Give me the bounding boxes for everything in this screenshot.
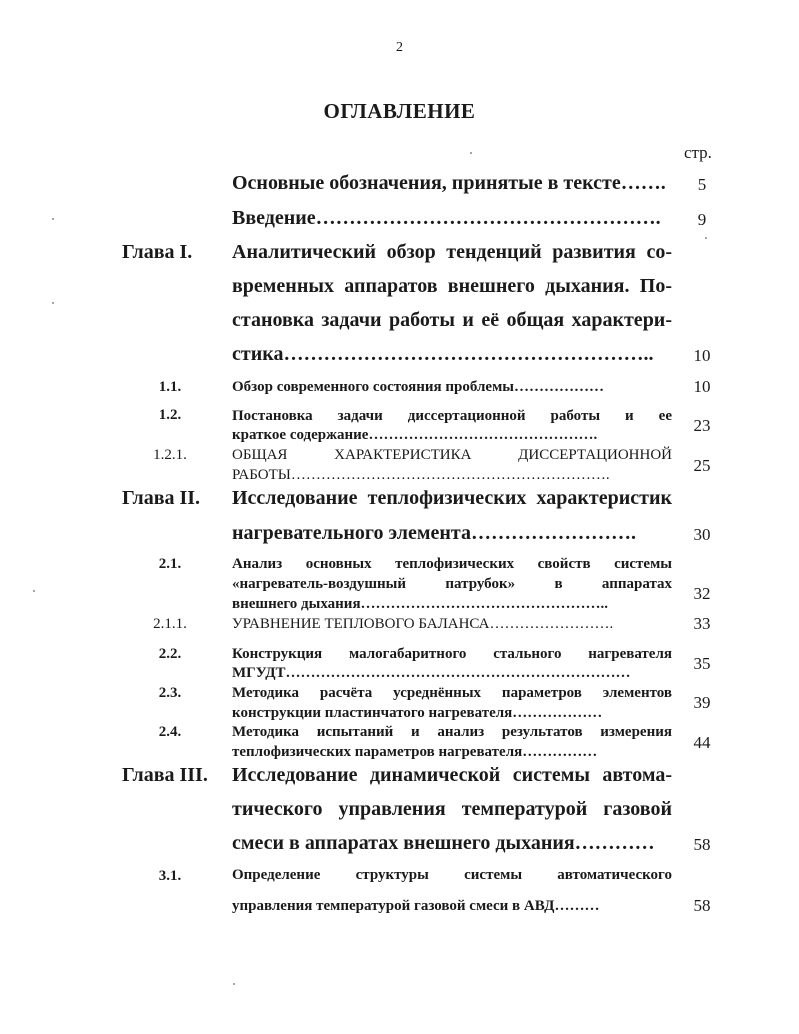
section-number: 1.2.1.	[153, 447, 187, 463]
toc-entry-page: 35	[693, 654, 711, 673]
scan-speck	[705, 237, 707, 239]
toc-entry-line: смеси в аппаратах внешнего дыхания…………	[232, 832, 655, 854]
toc-entry-page: 10	[693, 377, 711, 396]
toc-entry-page: 9	[697, 210, 707, 229]
toc-entry-line: становка задачи работы и её общая характери-	[232, 309, 672, 331]
toc-entry-line: Постановка задачи диссертационной работы и ее	[232, 408, 672, 424]
toc-entry-line: теплофизических параметров нагревателя……………	[232, 744, 598, 760]
toc-entry-text: Основные обозначения, принятые в тексте…….	[232, 172, 666, 194]
page-column-label: стр.	[684, 143, 712, 162]
scan-speck	[33, 590, 35, 592]
section-number: 2.1.	[158, 556, 182, 572]
section-number: 1.1.	[158, 379, 182, 395]
toc-entry-line: Исследование теплофизических характеристик	[232, 487, 672, 509]
section-number: 2.4.	[158, 724, 182, 740]
toc-entry-page: 39	[693, 693, 711, 712]
toc-entry-page: 58	[693, 896, 711, 915]
section-number: 1.2.	[158, 407, 182, 423]
toc-entry-page: 32	[693, 584, 711, 603]
toc-entry-text: Введение…………………………………………….	[232, 207, 661, 229]
toc-entry-line: внешнего дыхания…………………………………………..	[232, 596, 609, 612]
toc-title: ОГЛАВЛЕНИЕ	[323, 99, 476, 123]
toc-entry-page: 58	[693, 835, 711, 854]
toc-entry-line: временных аппаратов внешнего дыхания. По-	[232, 275, 672, 297]
toc-entry-line: стика………………………………………………..	[232, 343, 654, 365]
scan-speck	[233, 983, 235, 985]
page-number: 2	[396, 40, 403, 55]
toc-entry-line: Методика испытаний и анализ результатов измерения	[232, 724, 672, 740]
scan-speck	[52, 302, 54, 304]
toc-entry-line: нагревательного элемента…………………….	[232, 522, 636, 544]
chapter-label: Глава III.	[122, 764, 208, 786]
toc-entry-line: Анализ основных теплофизических свойств системы	[232, 556, 672, 572]
toc-entry-page: 33	[693, 614, 711, 633]
toc-entry-line: Исследование динамической системы автома-	[232, 764, 672, 786]
toc-entry-line: Аналитический обзор тенденций развития со-	[232, 241, 672, 263]
toc-entry-line: конструкции пластинчатого нагревателя………………	[232, 705, 603, 721]
toc-entry-page: 44	[693, 733, 711, 752]
chapter-label: Глава I.	[122, 241, 193, 263]
toc-entry-line: УРАВНЕНИЕ ТЕПЛОВОГО БАЛАНСА…………………….	[232, 616, 614, 632]
toc-entry-line: тического управления температурой газовой	[232, 798, 672, 820]
scan-speck	[470, 152, 472, 154]
toc-entry-page: 30	[693, 525, 711, 544]
toc-entry-line: РАБОТЫ……………………………………………………….	[232, 467, 610, 483]
toc-entry-line: Определение структуры системы автоматического	[232, 867, 672, 883]
section-number: 2.3.	[158, 685, 182, 701]
toc-entry-line: «нагреватель-воздушный патрубок» в аппаратах	[232, 576, 672, 592]
toc-entry-line: Обзор современного состояния проблемы………………	[232, 379, 605, 395]
toc-entry-line: ОБЩАЯ ХАРАКТЕРИСТИКА ДИССЕРТАЦИОННОЙ	[232, 447, 672, 463]
toc-entry-line: Конструкция малогабаритного стального нагревателя	[232, 646, 672, 662]
scan-speck	[52, 218, 54, 220]
toc-entry-page: 25	[693, 456, 711, 475]
toc-entry-line: краткое содержание……………………………………….	[232, 427, 598, 443]
section-number: 2.2.	[158, 646, 182, 662]
toc-entry-line: МГУДТ……………………………………………………………	[232, 665, 631, 681]
toc-entry-page: 23	[693, 416, 711, 435]
section-number: 2.1.1.	[153, 616, 187, 632]
chapter-label: Глава II.	[122, 487, 201, 509]
toc-entry-page: 10	[693, 346, 711, 365]
toc-entry-page: 5	[697, 175, 707, 194]
toc-entry-line: управления температурой газовой смеси в АВД………	[232, 898, 600, 914]
section-number: 3.1.	[158, 868, 182, 884]
toc-entry-line: Методика расчёта усреднённых параметров элементов	[232, 685, 672, 701]
